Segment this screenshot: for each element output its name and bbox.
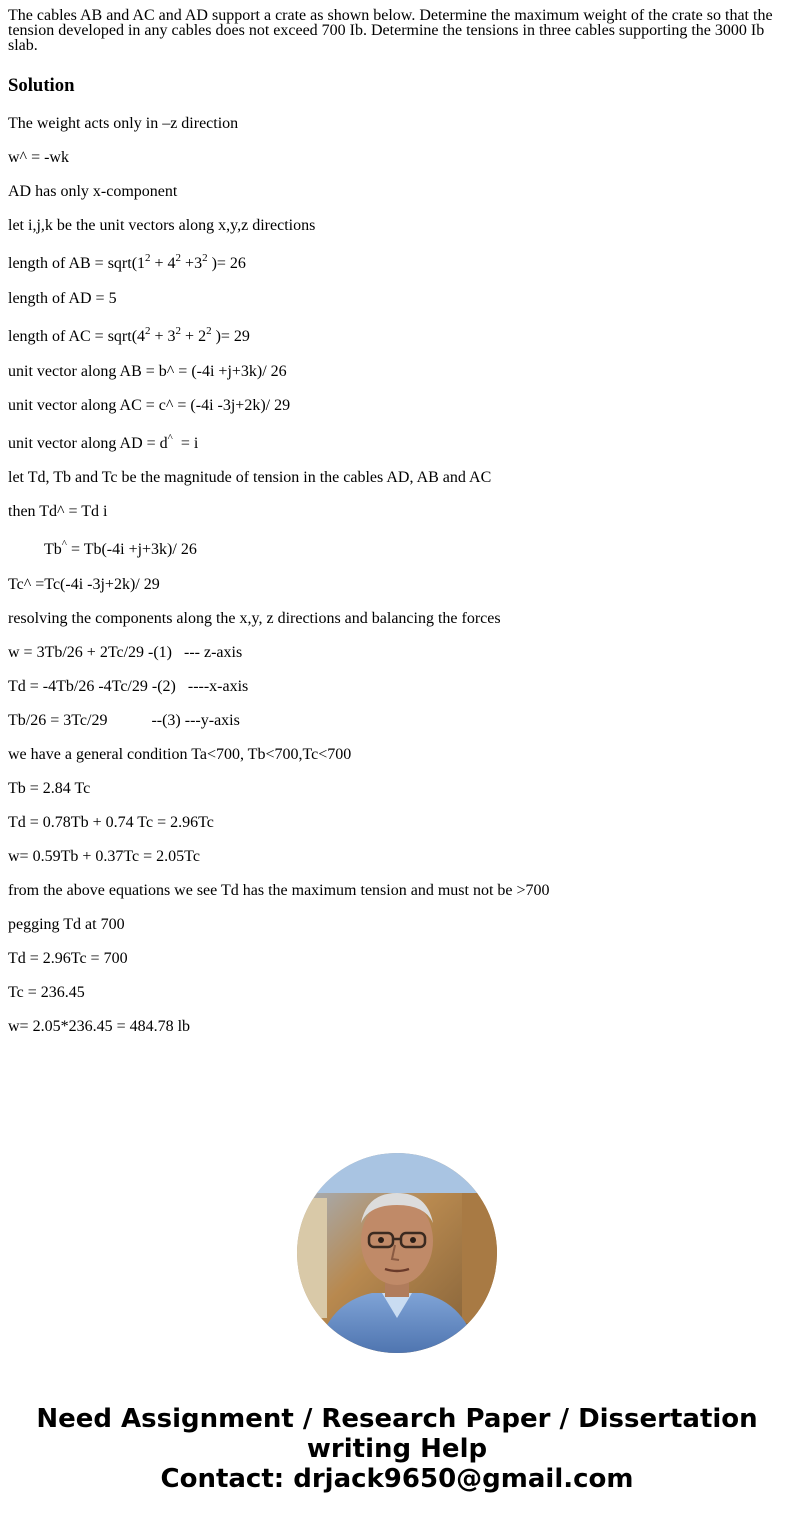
- solution-line: unit vector along AD = d^ = i: [8, 432, 199, 452]
- document-page: [8, 8, 786, 1036]
- solution-line: Td = 0.78Tb + 0.74 Tc = 2.96Tc: [8, 814, 214, 831]
- solution-line: length of AD = 5: [8, 290, 117, 307]
- solution-body: [8, 115, 786, 1036]
- solution-line: we have a general condition Ta<700, Tb<700,Tc<700: [8, 746, 352, 763]
- contact-email: Contact: drjack9650@gmail.com: [160, 1464, 634, 1494]
- solution-line: unit vector along AC = c^ = (-4i -3j+2k)/ 29: [8, 397, 291, 414]
- solution-line: from the above equations we see Td has the maximum tension and must not be >700: [8, 882, 550, 899]
- solution-line: let i,j,k be the unit vectors along x,y,z directions: [8, 217, 316, 234]
- banner-line: Need Assignment / Research Paper / Dissertation: [36, 1404, 758, 1434]
- solution-line: resolving the components along the x,y, z directions and balancing the forces: [8, 610, 501, 627]
- solution-line: w= 2.05*236.45 = 484.78 lb: [8, 1018, 191, 1035]
- solution-line: w= 0.59Tb + 0.37Tc = 2.05Tc: [8, 848, 200, 865]
- solution-line: w^ = -wk: [8, 149, 69, 166]
- author-photo: [297, 1153, 497, 1353]
- solution-line: Tb = 2.84 Tc: [8, 780, 91, 797]
- question-text: The cables AB and AC and AD support a crate as shown below. Determine the maximum weight of the crate so that the tension developed in any cables does not exceed 700 Ib. Determine the tensions in three cables supporting the 3000 Ib slab.: [8, 7, 773, 54]
- solution-line: Tc^ =Tc(-4i -3j+2k)/ 29: [8, 576, 160, 593]
- solution-line: Tb/26 = 3Tc/29 --(3) ---y-axis: [8, 712, 240, 729]
- solution-line: then Td^ = Td i: [8, 503, 108, 520]
- solution-line: Tc = 236.45: [8, 984, 85, 1001]
- solution-line: AD has only x-component: [8, 183, 178, 200]
- solution-heading: Solution: [8, 75, 75, 96]
- contact-banner: [0, 1404, 794, 1494]
- solution-line: Td = 2.96Tc = 700: [8, 950, 128, 967]
- solution-line: w = 3Tb/26 + 2Tc/29 -(1) --- z-axis: [8, 644, 243, 661]
- solution-line: pegging Td at 700: [8, 916, 125, 933]
- solution-line: let Td, Tb and Tc be the magnitude of tension in the cables AD, AB and AC: [8, 469, 492, 486]
- solution-line: Td = -4Tb/26 -4Tc/29 -(2) ----x-axis: [8, 678, 249, 695]
- solution-line: Tb^ = Tb(-4i +j+3k)/ 26: [44, 538, 197, 558]
- solution-line: The weight acts only in –z direction: [8, 115, 239, 132]
- solution-line: length of AB = $sqrt(1^2 + 4^2 +3^2$ )= 26: [8, 252, 246, 272]
- banner-line: writing Help: [306, 1434, 488, 1464]
- solution-line: length of AC = $sqrt(4^2 + 3^2 + 2^2$ )= 29: [8, 325, 250, 345]
- solution-line: unit vector along AB = b^ = (-4i +j+3k)/ 26: [8, 363, 287, 380]
